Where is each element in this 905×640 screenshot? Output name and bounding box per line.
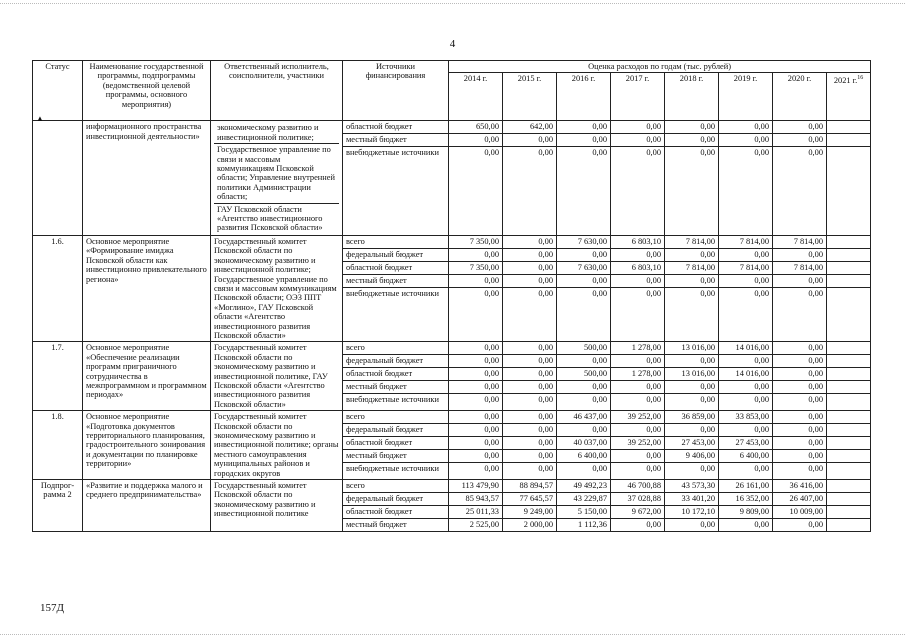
value-cell: 7 814,00: [773, 235, 827, 248]
source-cell: всего: [343, 342, 449, 355]
executor-part: Государственное управление по связи и массовым коммуникациям Псковской области; Управление внутренней политики Администрации области;: [214, 143, 339, 202]
value-cell: 0,00: [773, 342, 827, 355]
name-cell: «Развитие и поддержка малого и среднего предпринимательства»: [83, 480, 211, 532]
value-cell: 0,00: [665, 274, 719, 287]
value-cell: 0,00: [773, 147, 827, 235]
header-year: [827, 73, 871, 121]
value-cell: 0,00: [719, 134, 773, 147]
value-cell: 0,00: [665, 121, 719, 134]
value-cell: 0,00: [773, 355, 827, 368]
header-year: 2018 г.: [665, 73, 719, 121]
value-cell: 26 161,00: [719, 480, 773, 493]
source-cell: всего: [343, 480, 449, 493]
value-cell: 2 000,00: [503, 519, 557, 532]
value-cell: 0,00: [773, 437, 827, 450]
header-row: [33, 61, 871, 73]
value-cell: 6 803,10: [611, 235, 665, 248]
table-row: [33, 480, 871, 493]
value-cell: 37 028,88: [611, 493, 665, 506]
value-cell: 0,00: [773, 368, 827, 381]
value-cell: 0,00: [557, 287, 611, 341]
value-cell: 1 112,36: [557, 519, 611, 532]
name-cell: Основное мероприятие «Обеспечение реализации программ приграничного сотрудничества в межпрограммном и программном периодах»: [83, 342, 211, 411]
value-cell: 0,00: [557, 134, 611, 147]
value-cell: [827, 274, 871, 287]
value-cell: 0,00: [449, 287, 503, 341]
table-row: [33, 121, 871, 134]
value-cell: 1 278,00: [611, 368, 665, 381]
value-cell: 16 352,00: [719, 493, 773, 506]
value-cell: [827, 134, 871, 147]
header-estimate: Оценка расходов по годам (тыс. рублей): [449, 61, 871, 73]
value-cell: [827, 381, 871, 394]
value-cell: 0,00: [773, 394, 827, 411]
value-cell: 500,00: [557, 342, 611, 355]
executor-part: экономическому развитию и инвестиционной политике;: [217, 123, 319, 142]
source-cell: всего: [343, 235, 449, 248]
value-cell: 2 525,00: [449, 519, 503, 532]
document-code: 157Д: [40, 602, 65, 614]
value-cell: 0,00: [557, 463, 611, 480]
value-cell: 0,00: [449, 381, 503, 394]
status-cell: Подпрог-рамма 2: [33, 480, 83, 532]
scan-edge-top: [0, 3, 905, 4]
value-cell: 650,00: [449, 121, 503, 134]
value-cell: 49 492,23: [557, 480, 611, 493]
source-cell: областной бюджет: [343, 506, 449, 519]
value-cell: 0,00: [503, 235, 557, 248]
value-cell: 0,00: [449, 134, 503, 147]
value-cell: 25 011,33: [449, 506, 503, 519]
value-cell: 0,00: [665, 463, 719, 480]
value-cell: 9 809,00: [719, 506, 773, 519]
table-row: [33, 411, 871, 424]
value-cell: 0,00: [503, 261, 557, 274]
value-cell: 0,00: [611, 450, 665, 463]
value-cell: 0,00: [611, 121, 665, 134]
value-cell: 5 150,00: [557, 506, 611, 519]
header-executor: Ответственный исполнитель, соисполнители, участники: [211, 61, 343, 121]
value-cell: 0,00: [611, 147, 665, 235]
value-cell: 33 401,20: [665, 493, 719, 506]
header-year: 2019 г.: [719, 73, 773, 121]
value-cell: 0,00: [503, 134, 557, 147]
value-cell: 0,00: [773, 121, 827, 134]
value-cell: 0,00: [503, 342, 557, 355]
value-cell: 6 400,00: [557, 450, 611, 463]
value-cell: 14 016,00: [719, 368, 773, 381]
status-cell: [33, 121, 83, 235]
source-cell: внебюджетные источники: [343, 463, 449, 480]
header-year: 2017 г.: [611, 73, 665, 121]
source-cell: областной бюджет: [343, 121, 449, 134]
value-cell: [827, 493, 871, 506]
value-cell: 0,00: [773, 519, 827, 532]
value-cell: 88 894,57: [503, 480, 557, 493]
value-cell: 0,00: [773, 463, 827, 480]
value-cell: [827, 506, 871, 519]
value-cell: 0,00: [611, 463, 665, 480]
value-cell: 0,00: [611, 248, 665, 261]
value-cell: 6 803,10: [611, 261, 665, 274]
header-sources: Источники финансирования: [343, 61, 449, 121]
header-name: Наименование государственной программы, подпрограммы (ведомственной целевой программы, основного мероприятия): [83, 61, 211, 121]
value-cell: 39 252,00: [611, 437, 665, 450]
name-cell: Основное мероприятие «Подготовка документов территориального планирования, градостроительного зонирования и документации по планировке территории»: [83, 411, 211, 480]
source-cell: внебюджетные источники: [343, 287, 449, 341]
source-cell: местный бюджет: [343, 134, 449, 147]
value-cell: 0,00: [719, 463, 773, 480]
value-cell: 0,00: [611, 287, 665, 341]
value-cell: [827, 147, 871, 235]
value-cell: 0,00: [665, 519, 719, 532]
value-cell: 14 016,00: [719, 342, 773, 355]
name-cell: информационного пространства инвестиционной деятельности»: [83, 121, 211, 235]
year-label: 2021 г.: [833, 76, 858, 86]
value-cell: 0,00: [665, 248, 719, 261]
source-cell: областной бюджет: [343, 368, 449, 381]
value-cell: 0,00: [773, 287, 827, 341]
value-cell: 0,00: [557, 394, 611, 411]
value-cell: 6 400,00: [719, 450, 773, 463]
scan-edge-bottom: [0, 634, 905, 635]
value-cell: 0,00: [449, 355, 503, 368]
value-cell: [827, 424, 871, 437]
value-cell: 0,00: [503, 287, 557, 341]
source-cell: внебюджетные источники: [343, 394, 449, 411]
value-cell: 43 573,30: [665, 480, 719, 493]
value-cell: 36 859,00: [665, 411, 719, 424]
value-cell: 0,00: [611, 381, 665, 394]
source-cell: внебюджетные источники: [343, 147, 449, 235]
executor-cell: Государственный комитет Псковской области по экономическому развитию и инвестиционной политике; Государственное управление по связи и массовым коммуникациям Псковской области; ОЭЗ ППТ «Моглино», ГАУ Псковской области «Агентство инвестиционного развития Псковской области»: [211, 235, 343, 341]
header-year: 2015 г.: [503, 73, 557, 121]
value-cell: 85 943,57: [449, 493, 503, 506]
value-cell: 10 172,10: [665, 506, 719, 519]
value-cell: 7 814,00: [773, 261, 827, 274]
executor-cell: Государственный комитет Псковской области по экономическому развитию и инвестиционной политике, ГАУ Псковской области «Агентство инвестиционного развития Псковской области»: [211, 342, 343, 411]
source-cell: областной бюджет: [343, 437, 449, 450]
value-cell: 0,00: [449, 248, 503, 261]
source-cell: местный бюджет: [343, 450, 449, 463]
value-cell: 27 453,00: [719, 437, 773, 450]
value-cell: 0,00: [665, 394, 719, 411]
value-cell: [827, 248, 871, 261]
value-cell: [827, 463, 871, 480]
value-cell: [827, 411, 871, 424]
value-cell: 0,00: [611, 519, 665, 532]
value-cell: 0,00: [557, 355, 611, 368]
header-year: 2016 г.: [557, 73, 611, 121]
value-cell: 0,00: [503, 450, 557, 463]
value-cell: 0,00: [665, 287, 719, 341]
value-cell: 0,00: [449, 424, 503, 437]
value-cell: 46 700,88: [611, 480, 665, 493]
value-cell: 0,00: [503, 274, 557, 287]
value-cell: 0,00: [611, 424, 665, 437]
value-cell: 0,00: [719, 519, 773, 532]
value-cell: 0,00: [773, 424, 827, 437]
value-cell: [827, 287, 871, 341]
value-cell: 0,00: [611, 134, 665, 147]
source-cell: федеральный бюджет: [343, 248, 449, 261]
value-cell: 0,00: [719, 355, 773, 368]
value-cell: [827, 355, 871, 368]
value-cell: 7 350,00: [449, 261, 503, 274]
source-cell: всего: [343, 411, 449, 424]
value-cell: 0,00: [665, 147, 719, 235]
value-cell: 0,00: [773, 411, 827, 424]
value-cell: 0,00: [557, 147, 611, 235]
value-cell: 7 814,00: [719, 235, 773, 248]
table-row: [33, 342, 871, 355]
value-cell: [827, 394, 871, 411]
value-cell: [827, 261, 871, 274]
status-cell: 1.8.: [33, 411, 83, 480]
value-cell: 7 350,00: [449, 235, 503, 248]
value-cell: [827, 450, 871, 463]
value-cell: 0,00: [665, 134, 719, 147]
page-number: 4: [449, 38, 456, 50]
executor-cell: [211, 121, 343, 235]
table-row: [33, 235, 871, 248]
value-cell: 7 630,00: [557, 261, 611, 274]
value-cell: 0,00: [449, 342, 503, 355]
value-cell: 0,00: [503, 368, 557, 381]
value-cell: 39 252,00: [611, 411, 665, 424]
value-cell: 0,00: [773, 274, 827, 287]
value-cell: 10 009,00: [773, 506, 827, 519]
executor-cell: Государственный комитет Псковской области по экономическому развитию и инвестиционной политике; органы местного самоуправления муниципальных районов и городских округов: [211, 411, 343, 480]
value-cell: 46 437,00: [557, 411, 611, 424]
value-cell: 9 672,00: [611, 506, 665, 519]
value-cell: 0,00: [773, 381, 827, 394]
value-cell: 13 016,00: [665, 368, 719, 381]
value-cell: 0,00: [503, 394, 557, 411]
value-cell: 0,00: [557, 121, 611, 134]
footnote-ref: 16: [857, 75, 864, 82]
value-cell: 0,00: [503, 411, 557, 424]
value-cell: 7 630,00: [557, 235, 611, 248]
value-cell: 7 814,00: [665, 235, 719, 248]
value-cell: 0,00: [449, 450, 503, 463]
budget-table: [32, 60, 871, 532]
value-cell: 0,00: [665, 381, 719, 394]
value-cell: 9 406,00: [665, 450, 719, 463]
value-cell: 43 229,87: [557, 493, 611, 506]
value-cell: 7 814,00: [719, 261, 773, 274]
value-cell: 0,00: [503, 147, 557, 235]
value-cell: 0,00: [557, 248, 611, 261]
value-cell: 0,00: [611, 394, 665, 411]
source-cell: федеральный бюджет: [343, 355, 449, 368]
value-cell: 0,00: [557, 274, 611, 287]
value-cell: [827, 519, 871, 532]
value-cell: 0,00: [503, 463, 557, 480]
value-cell: 0,00: [611, 274, 665, 287]
value-cell: 13 016,00: [665, 342, 719, 355]
value-cell: 26 407,00: [773, 493, 827, 506]
value-cell: 642,00: [503, 121, 557, 134]
value-cell: 0,00: [773, 134, 827, 147]
source-cell: местный бюджет: [343, 519, 449, 532]
value-cell: 0,00: [449, 394, 503, 411]
value-cell: 0,00: [773, 248, 827, 261]
value-cell: 40 037,00: [557, 437, 611, 450]
value-cell: [827, 121, 871, 134]
value-cell: 0,00: [503, 437, 557, 450]
value-cell: 36 416,00: [773, 480, 827, 493]
value-cell: 500,00: [557, 368, 611, 381]
value-cell: 0,00: [611, 355, 665, 368]
status-cell: 1.7.: [33, 342, 83, 411]
value-cell: 0,00: [503, 248, 557, 261]
value-cell: 0,00: [449, 274, 503, 287]
value-cell: 0,00: [719, 248, 773, 261]
value-cell: 0,00: [503, 355, 557, 368]
executor-cell: Государственный комитет Псковской области по экономическому развитию и инвестиционной политике: [211, 480, 343, 532]
value-cell: [827, 235, 871, 248]
source-cell: местный бюджет: [343, 274, 449, 287]
value-cell: 0,00: [557, 424, 611, 437]
value-cell: [827, 437, 871, 450]
value-cell: 33 853,00: [719, 411, 773, 424]
value-cell: 0,00: [719, 147, 773, 235]
source-cell: федеральный бюджет: [343, 424, 449, 437]
header-year: 2014 г.: [449, 73, 503, 121]
value-cell: 113 479,90: [449, 480, 503, 493]
value-cell: 0,00: [449, 368, 503, 381]
value-cell: 0,00: [665, 424, 719, 437]
value-cell: 0,00: [719, 381, 773, 394]
source-cell: областной бюджет: [343, 261, 449, 274]
value-cell: 0,00: [557, 381, 611, 394]
value-cell: 0,00: [503, 381, 557, 394]
value-cell: 0,00: [449, 437, 503, 450]
value-cell: [827, 368, 871, 381]
value-cell: 0,00: [719, 424, 773, 437]
value-cell: 9 249,00: [503, 506, 557, 519]
value-cell: 0,00: [503, 424, 557, 437]
value-cell: 0,00: [665, 355, 719, 368]
value-cell: 0,00: [719, 394, 773, 411]
status-cell: 1.6.: [33, 235, 83, 341]
continuation-mark: ▲: [36, 114, 44, 123]
value-cell: [827, 480, 871, 493]
value-cell: 0,00: [449, 411, 503, 424]
source-cell: федеральный бюджет: [343, 493, 449, 506]
value-cell: 0,00: [719, 287, 773, 341]
value-cell: 0,00: [773, 450, 827, 463]
value-cell: 7 814,00: [665, 261, 719, 274]
executor-part: ГАУ Псковской области «Агентство инвестиционного развития Псковской области»: [214, 203, 339, 234]
value-cell: 1 278,00: [611, 342, 665, 355]
value-cell: 0,00: [719, 121, 773, 134]
value-cell: 0,00: [719, 274, 773, 287]
value-cell: 0,00: [449, 463, 503, 480]
source-cell: местный бюджет: [343, 381, 449, 394]
value-cell: 77 645,57: [503, 493, 557, 506]
header-status: Статус: [33, 61, 83, 121]
value-cell: 27 453,00: [665, 437, 719, 450]
value-cell: 0,00: [449, 147, 503, 235]
name-cell: Основное мероприятие «Формирование имиджа Псковской области как инвестиционно привлекательного региона»: [83, 235, 211, 341]
table-body: [33, 121, 871, 532]
header-year: 2020 г.: [773, 73, 827, 121]
value-cell: [827, 342, 871, 355]
